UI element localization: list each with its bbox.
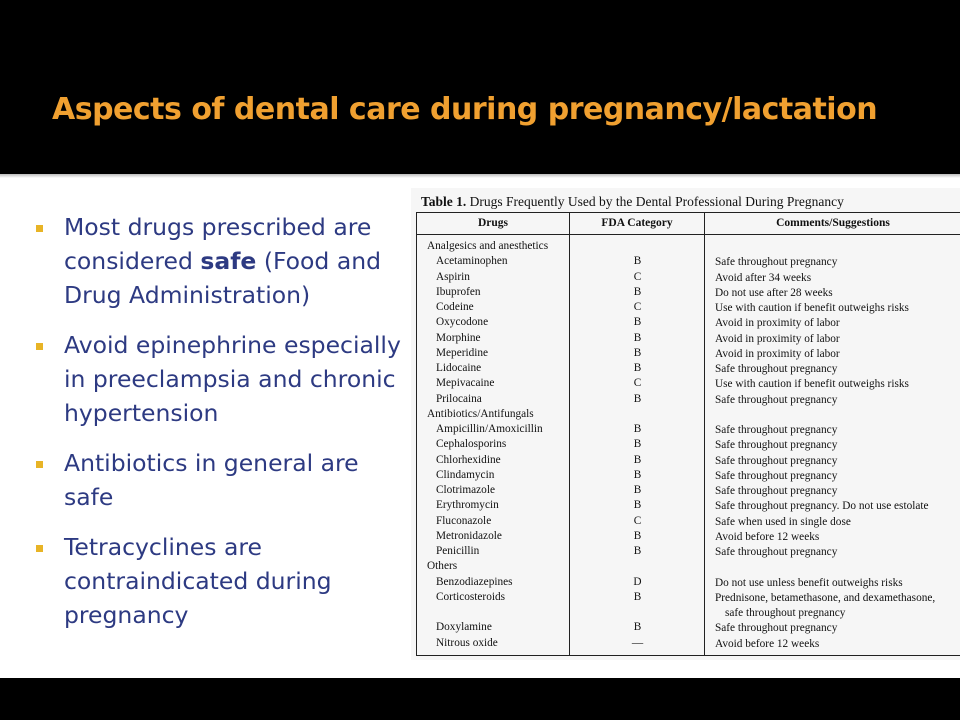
table-caption-text: Drugs Frequently Used by the Dental Professional During Pregnancy	[469, 194, 844, 209]
slide-header	[0, 0, 960, 174]
drug-name: Cephalosporins	[436, 438, 507, 451]
drug-name: Lidocaine	[436, 362, 482, 374]
comment-cell	[715, 362, 837, 377]
table-row	[417, 576, 960, 591]
comment-text: Do not use after 28 weeks	[715, 286, 833, 299]
comment-text: Avoid in proximity of labor	[715, 332, 840, 345]
fda-category: B	[633, 362, 642, 374]
drug-name: Doxylamine	[436, 621, 492, 634]
comment-text: Use with caution if benefit outweighs risks	[715, 302, 909, 314]
comment-cell	[715, 377, 909, 392]
fda-category: B	[633, 438, 642, 451]
bullet-text: Most drugs prescribed are considered	[64, 213, 372, 275]
table-row	[417, 377, 960, 392]
table-row	[417, 499, 960, 514]
comment-text: Avoid before 12 weeks	[715, 530, 820, 543]
table-row	[417, 286, 960, 301]
table-row	[417, 438, 960, 453]
table-row	[417, 362, 960, 377]
table-row	[417, 301, 960, 316]
drug-name: Penicillin	[436, 545, 480, 557]
comment-cell	[715, 515, 851, 530]
table-row	[417, 515, 960, 530]
comment-cell	[715, 484, 837, 499]
comment-text: Safe throughout pregnancy	[715, 256, 838, 269]
fda-category: B	[633, 285, 642, 298]
fda-category: B	[633, 316, 642, 329]
comment-text: Safe throughout pregnancy	[715, 485, 838, 497]
table-row	[417, 255, 960, 270]
comment-cell	[715, 255, 837, 270]
drug-name: Metronidazole	[436, 529, 502, 542]
bullet-text: Tetracyclines are contraindicated during pregnancy	[64, 533, 332, 629]
table-caption	[421, 194, 844, 210]
fda-category: B	[633, 545, 642, 557]
fda-category: C	[633, 301, 642, 313]
drug-name: Clindamycin	[436, 468, 495, 481]
comment-cell	[715, 393, 837, 408]
comment-text: Safe throughout pregnancy. Do not use estolate	[715, 500, 929, 513]
drug-table-image	[411, 188, 960, 660]
bullet-item	[36, 530, 406, 632]
column-header-drugs: Drugs	[477, 217, 509, 229]
comment-cell	[715, 316, 840, 331]
drug-name: Erythromycin	[436, 499, 499, 512]
bullet-list	[36, 210, 406, 648]
fda-category: D	[633, 575, 642, 588]
fda-category: C	[633, 377, 642, 390]
slide-title: Aspects of dental care during pregnancy/lactation	[52, 92, 878, 127]
section-heading: Antibiotics/Antifungals	[427, 407, 534, 420]
section-row	[417, 560, 960, 575]
comment-text: Avoid before 12 weeks	[715, 637, 820, 650]
fda-category: B	[633, 392, 642, 405]
table-row	[417, 423, 960, 438]
bullet-emphasis: safe	[200, 247, 257, 275]
comment-cell	[715, 530, 819, 545]
fda-category: B	[633, 484, 642, 496]
comment-text: Avoid after 34 weeks	[715, 271, 812, 284]
comment-cell	[715, 469, 837, 484]
comment-text: Avoid in proximity of labor	[715, 347, 840, 360]
drug-name: Acetaminophen	[436, 255, 508, 268]
fda-category: C	[633, 270, 642, 283]
bullet-item	[36, 210, 406, 312]
comment-text: Use with caution if benefit outweighs risks	[715, 378, 909, 391]
table-body	[417, 240, 960, 652]
table-row	[417, 469, 960, 484]
fda-category: B	[633, 453, 642, 466]
table-row	[417, 316, 960, 331]
fda-category: B	[633, 499, 642, 512]
comment-cell	[715, 286, 833, 301]
table-row	[417, 393, 960, 408]
table-label: Table 1.	[421, 194, 467, 209]
fda-category: B	[633, 590, 642, 603]
table-row	[417, 530, 960, 545]
fda-category: B	[633, 423, 642, 435]
comment-text: Do not use unless benefit outweighs risks	[715, 576, 903, 589]
comment-cell	[715, 545, 837, 560]
section-heading: Others	[427, 560, 458, 573]
comment-text: Safe when used in single dose	[715, 515, 851, 528]
table-row	[417, 454, 960, 469]
comment-cell	[715, 438, 837, 453]
comment-cell	[715, 301, 909, 316]
drug-name: Aspirin	[436, 270, 470, 283]
comment-text: Safe throughout pregnancy	[715, 546, 838, 558]
comment-text: Safe throughout pregnancy	[715, 469, 838, 482]
comment-text: Safe throughout pregnancy	[715, 424, 838, 436]
comment-cell	[715, 591, 935, 622]
comment-cell	[715, 499, 929, 514]
fda-category: B	[633, 255, 642, 268]
drug-name: Ampicillin/Amoxicillin	[436, 423, 543, 435]
drug-table	[416, 212, 960, 656]
table-row	[417, 591, 960, 622]
comment-text: Safe throughout pregnancy	[715, 393, 838, 406]
drug-name: Morphine	[436, 331, 481, 344]
drug-name: Meperidine	[436, 346, 489, 359]
fda-category: B	[633, 621, 642, 634]
table-row	[417, 347, 960, 362]
table-row	[417, 332, 960, 347]
bullet-text: (Food and Drug Administration)	[64, 247, 382, 309]
comment-cell	[715, 332, 840, 347]
comment-text: Avoid in proximity of labor	[715, 317, 840, 330]
fda-category: B	[633, 468, 642, 481]
fda-category: —	[631, 636, 644, 649]
comment-text: safe throughout pregnancy	[725, 607, 846, 619]
table-row	[417, 621, 960, 636]
comment-cell	[715, 347, 840, 362]
bullet-item	[36, 446, 406, 514]
comment-text: Safe throughout pregnancy	[715, 439, 838, 452]
comment-cell	[715, 271, 811, 286]
comment-cell	[715, 423, 837, 438]
comment-cell	[715, 621, 837, 636]
drug-name: Corticosteroids	[436, 590, 506, 603]
comment-cell	[715, 576, 903, 591]
header-rule	[417, 234, 960, 235]
drug-name: Fluconazole	[436, 514, 492, 527]
drug-name: Benzodiazepines	[436, 575, 513, 588]
drug-name: Prilocaina	[436, 392, 482, 405]
table-row	[417, 637, 960, 652]
bullet-text: Avoid epinephrine especially in preeclampsia and chronic hypertension	[64, 331, 401, 427]
drug-name: Clotrimazole	[436, 484, 495, 496]
fda-category: B	[633, 331, 642, 344]
table-row	[417, 484, 960, 499]
comment-text: Safe throughout pregnancy	[715, 622, 838, 635]
drug-name: Nitrous oxide	[436, 636, 498, 649]
drug-name: Mepivacaine	[436, 377, 495, 390]
slide-footer	[0, 678, 960, 720]
column-header-comments: Comments/Suggestions	[776, 217, 890, 229]
table-row	[417, 271, 960, 286]
bullet-text: Antibiotics in general are safe	[64, 449, 359, 511]
fda-category: C	[633, 514, 642, 527]
table-row	[417, 545, 960, 560]
comment-text: Prednisone, betamethasone, and dexamethasone,	[715, 591, 936, 604]
drug-name: Ibuprofen	[436, 285, 481, 298]
column-header-fda-category: FDA Category	[601, 217, 673, 229]
drug-name: Oxycodone	[436, 316, 489, 329]
section-heading: Analgesics and anesthetics	[427, 240, 549, 252]
drug-name: Codeine	[436, 301, 474, 313]
comment-text: Safe throughout pregnancy	[715, 363, 838, 375]
fda-category: B	[633, 346, 642, 359]
comment-text: Safe throughout pregnancy	[715, 454, 838, 467]
fda-category: B	[633, 529, 642, 542]
section-row	[417, 240, 960, 255]
bullet-item	[36, 328, 406, 430]
drug-name: Chlorhexidine	[436, 453, 501, 466]
comment-cell	[715, 637, 819, 652]
comment-cell	[715, 454, 837, 469]
section-row	[417, 408, 960, 423]
